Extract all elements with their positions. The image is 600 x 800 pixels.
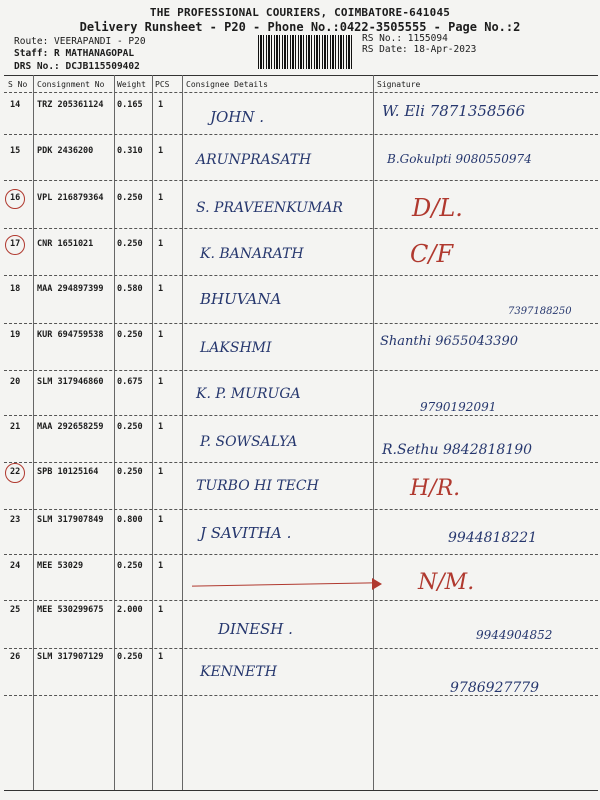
row-pcs: 1 (158, 561, 164, 571)
row-weight: 2.000 (117, 605, 143, 615)
row-consignee-handwritten: K. BANARATH (200, 246, 304, 262)
table-top-border (4, 75, 598, 76)
row-sno: 24 (10, 561, 21, 571)
row-weight: 0.250 (117, 467, 143, 477)
col-header-consignment: Consignment No (37, 80, 105, 89)
row-divider (4, 134, 598, 135)
row-pcs: 1 (158, 239, 164, 249)
row-signature: R.Sethu 9842818190 (382, 442, 533, 458)
company-title: THE PROFESSIONAL COURIERS, COIMBATORE-641045 (149, 6, 451, 19)
row-signature: C/F (410, 240, 454, 268)
row-weight: 0.250 (117, 561, 143, 571)
row-pcs: 1 (158, 652, 164, 662)
row-pcs: 1 (158, 467, 164, 477)
row-signature: N/M. (418, 570, 475, 595)
row-weight: 0.800 (117, 515, 143, 525)
barcode-image (258, 35, 354, 69)
strike-arrow-line (192, 582, 372, 586)
row-signature: W. Eli 7871358566 (382, 102, 526, 120)
arrow-head-icon (372, 578, 382, 590)
row-sno: 22 (10, 467, 21, 477)
row-signature: D/L. (412, 194, 463, 222)
row-signature: H/R. (410, 476, 461, 501)
row-consignment-no: CNR 1651021 (37, 239, 94, 249)
runsheet-subtitle: Delivery Runsheet - P20 - Phone No.:0422-3505555 - Page No.:2 (79, 20, 521, 34)
row-sno: 21 (10, 422, 21, 432)
row-consignee-handwritten: K. P. MURUGA (196, 386, 301, 402)
row-signature: Shanthi 9655043390 (380, 334, 518, 349)
row-divider (4, 275, 598, 276)
row-weight: 0.675 (117, 377, 143, 387)
row-consignment-no: VPL 216879364 (37, 193, 104, 203)
row-signature: 9944904852 (476, 628, 553, 642)
row-consignee-handwritten: BHUVANA (200, 290, 282, 308)
row-weight: 0.250 (117, 330, 143, 340)
column-divider (373, 75, 374, 791)
row-consignee-handwritten: J SAVITHA . (200, 524, 292, 542)
row-consignment-no: MAA 292658259 (37, 422, 104, 432)
row-consignee-handwritten: KENNETH (200, 664, 277, 680)
row-divider (4, 554, 598, 555)
row-consignment-no: SLM 317907849 (37, 515, 104, 525)
column-divider (182, 75, 183, 791)
row-consignment-no: MEE 530299675 (37, 605, 104, 615)
row-sno: 17 (10, 239, 21, 249)
row-consignee-handwritten: DINESH . (218, 620, 293, 638)
row-sno: 14 (10, 100, 21, 110)
row-consignment-no: PDK 2436200 (37, 146, 94, 156)
col-header-weight: Weight (117, 80, 146, 89)
row-divider (4, 695, 598, 696)
row-pcs: 1 (158, 605, 164, 615)
row-weight: 0.250 (117, 652, 143, 662)
row-consignee-handwritten: S. PRAVEENKUMAR (196, 200, 343, 216)
col-header-consignee: Consignee Details (186, 80, 268, 89)
route-label: Route: VEERAPANDI - P20 (14, 36, 146, 47)
col-header-sno: S No (8, 80, 28, 89)
drs-number: DRS No.: DCJB115509402 (14, 61, 140, 72)
rs-number: RS No.: 1155094 (362, 33, 448, 44)
row-weight: 0.165 (117, 100, 143, 110)
row-sno: 18 (10, 284, 21, 294)
row-weight: 0.580 (117, 284, 143, 294)
row-pcs: 1 (158, 284, 164, 294)
table-bottom-border (4, 790, 598, 791)
row-divider (4, 600, 598, 601)
row-divider (4, 370, 598, 371)
row-pcs: 1 (158, 330, 164, 340)
row-sno: 20 (10, 377, 21, 387)
row-sno: 26 (10, 652, 21, 662)
row-consignment-no: TRZ 205361124 (37, 100, 104, 110)
row-consignment-no: SLM 317946860 (37, 377, 104, 387)
row-pcs: 1 (158, 100, 164, 110)
row-consignment-no: KUR 694759538 (37, 330, 104, 340)
row-signature: 9790192091 (420, 400, 497, 414)
row-signature: 9786927779 (450, 680, 540, 696)
row-pcs: 1 (158, 193, 164, 203)
column-divider (33, 75, 34, 791)
row-pcs: 1 (158, 146, 164, 156)
row-consignee-handwritten: ARUNPRASATH (196, 152, 312, 168)
row-divider (4, 462, 598, 463)
row-pcs: 1 (158, 377, 164, 387)
row-consignment-no: MEE 53029 (37, 561, 84, 571)
row-weight: 0.310 (117, 146, 143, 156)
row-weight: 0.250 (117, 239, 143, 249)
row-consignment-no: SLM 317907129 (37, 652, 104, 662)
row-sno: 16 (10, 193, 21, 203)
row-divider (4, 228, 598, 229)
row-consignment-no: SPB 10125164 (37, 467, 99, 477)
col-header-pcs: PCS (155, 80, 170, 89)
row-sno: 19 (10, 330, 21, 340)
header-divider (4, 92, 598, 93)
row-sno: 25 (10, 605, 21, 615)
row-consignee-handwritten: LAKSHMI (200, 340, 272, 356)
row-sno: 15 (10, 146, 21, 156)
col-header-signature: Signature (377, 80, 421, 89)
row-sno: 23 (10, 515, 21, 525)
column-divider (152, 75, 153, 791)
staff-label: Staff: R MATHANAGOPAL (14, 48, 135, 59)
row-pcs: 1 (158, 422, 164, 432)
row-divider (4, 648, 598, 649)
row-consignee-handwritten: P. SOWSALYA (200, 434, 298, 450)
row-consignee-handwritten: TURBO HI TECH (196, 478, 319, 494)
row-weight: 0.250 (117, 193, 143, 203)
row-pcs: 1 (158, 515, 164, 525)
column-divider (114, 75, 115, 791)
row-divider (4, 180, 598, 181)
row-divider (4, 415, 598, 416)
row-divider (4, 323, 598, 324)
row-signature: B.Gokulpti 9080550974 (387, 152, 532, 166)
row-signature: 7397188250 (508, 306, 572, 317)
row-consignee-handwritten: JOHN . (210, 108, 265, 126)
row-weight: 0.250 (117, 422, 143, 432)
row-divider (4, 509, 598, 510)
row-signature: 9944818221 (448, 530, 538, 546)
row-consignment-no: MAA 294897399 (37, 284, 104, 294)
rs-date: RS Date: 18-Apr-2023 (362, 44, 477, 55)
